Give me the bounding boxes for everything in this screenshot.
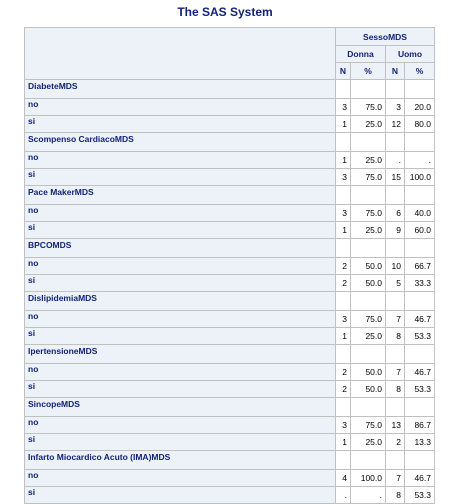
donna-pct-cell: 25.0 xyxy=(351,152,386,169)
donna-pct-cell: 25.0 xyxy=(351,116,386,133)
empty-cell xyxy=(351,80,386,99)
level-label: si xyxy=(25,434,336,451)
uomo-pct-cell: 53.3 xyxy=(405,487,435,504)
donna-n-cell: 1 xyxy=(336,222,351,239)
empty-cell xyxy=(405,133,435,152)
frequency-table xyxy=(24,27,435,504)
uomo-pct-cell: 80.0 xyxy=(405,116,435,133)
table-row xyxy=(25,152,435,169)
donna-pct-cell: 100.0 xyxy=(351,470,386,487)
empty-cell xyxy=(336,292,351,311)
empty-cell xyxy=(405,80,435,99)
level-label: no xyxy=(25,205,336,222)
uomo-n-cell: 6 xyxy=(386,205,405,222)
uomo-n-cell: 7 xyxy=(386,470,405,487)
empty-cell xyxy=(351,186,386,205)
donna-n-cell: 4 xyxy=(336,470,351,487)
donna-n-cell: 2 xyxy=(336,381,351,398)
uomo-n-cell: . xyxy=(386,152,405,169)
uomo-pct-cell: 53.3 xyxy=(405,381,435,398)
empty-cell xyxy=(351,451,386,470)
empty-cell xyxy=(336,133,351,152)
donna-n-cell: . xyxy=(336,487,351,504)
table-row xyxy=(25,470,435,487)
empty-cell xyxy=(405,398,435,417)
variable-row xyxy=(25,292,435,311)
variable-name: SincopeMDS xyxy=(25,398,336,417)
variable-row xyxy=(25,451,435,470)
donna-pct-cell: 25.0 xyxy=(351,434,386,451)
uomo-pct-cell: 60.0 xyxy=(405,222,435,239)
uomo-n-cell: 7 xyxy=(386,364,405,381)
variable-name: Pace MakerMDS xyxy=(25,186,336,205)
donna-n-cell: 3 xyxy=(336,311,351,328)
empty-cell xyxy=(351,345,386,364)
level-label: no xyxy=(25,470,336,487)
uomo-pct-cell: 46.7 xyxy=(405,364,435,381)
uomo-pct-cell: 46.7 xyxy=(405,470,435,487)
uomo-n-cell: 8 xyxy=(386,487,405,504)
donna-n-cell: 2 xyxy=(336,258,351,275)
table-row xyxy=(25,258,435,275)
level-label: no xyxy=(25,152,336,169)
uomo-pct-cell: . xyxy=(405,152,435,169)
table-row xyxy=(25,275,435,292)
level-label: si xyxy=(25,275,336,292)
empty-cell xyxy=(405,292,435,311)
empty-cell xyxy=(405,239,435,258)
level-label: si xyxy=(25,169,336,186)
empty-cell xyxy=(336,398,351,417)
variable-row xyxy=(25,186,435,205)
uomo-pct-cell: 20.0 xyxy=(405,99,435,116)
level-label: no xyxy=(25,258,336,275)
donna-n-cell: 1 xyxy=(336,116,351,133)
donna-pct-cell: 75.0 xyxy=(351,169,386,186)
donna-pct-cell: 25.0 xyxy=(351,222,386,239)
level-label: no xyxy=(25,364,336,381)
group-header: SessoMDS xyxy=(336,28,435,46)
level-label: si xyxy=(25,381,336,398)
header-row-group xyxy=(25,28,435,46)
donna-pct-cell: 75.0 xyxy=(351,417,386,434)
empty-cell xyxy=(351,239,386,258)
table-row xyxy=(25,328,435,345)
variable-name: BPCOMDS xyxy=(25,239,336,258)
empty-cell xyxy=(386,345,405,364)
uomo-pct-cell: 13.3 xyxy=(405,434,435,451)
variable-row xyxy=(25,80,435,99)
uomo-n-cell: 3 xyxy=(386,99,405,116)
uomo-pct-cell: 66.7 xyxy=(405,258,435,275)
donna-n-cell: 1 xyxy=(336,328,351,345)
empty-cell xyxy=(336,345,351,364)
uomo-n-cell: 8 xyxy=(386,328,405,345)
donna-n-cell: 2 xyxy=(336,364,351,381)
donna-n-cell: 3 xyxy=(336,99,351,116)
uomo-n-cell: 12 xyxy=(386,116,405,133)
donna-n-cell: 1 xyxy=(336,152,351,169)
empty-cell xyxy=(405,345,435,364)
uomo-n-cell: 8 xyxy=(386,381,405,398)
table-row xyxy=(25,434,435,451)
empty-cell xyxy=(386,451,405,470)
donna-n-cell: 3 xyxy=(336,205,351,222)
donna-pct-cell: 50.0 xyxy=(351,258,386,275)
empty-cell xyxy=(351,133,386,152)
donna-n-cell: 2 xyxy=(336,275,351,292)
empty-cell xyxy=(336,239,351,258)
empty-cell xyxy=(351,292,386,311)
level-label: si xyxy=(25,116,336,133)
empty-cell xyxy=(405,451,435,470)
table-row xyxy=(25,116,435,133)
level-label: no xyxy=(25,311,336,328)
variable-name: DislipidemiaMDS xyxy=(25,292,336,311)
uomo-n-cell: 2 xyxy=(386,434,405,451)
col-header-pct: % xyxy=(351,63,386,80)
empty-cell xyxy=(386,186,405,205)
col-header-donna: Donna xyxy=(336,46,386,63)
table-row xyxy=(25,205,435,222)
donna-pct-cell: . xyxy=(351,487,386,504)
col-header-pct: % xyxy=(405,63,435,80)
donna-pct-cell: 50.0 xyxy=(351,364,386,381)
uomo-n-cell: 5 xyxy=(386,275,405,292)
table-row xyxy=(25,417,435,434)
table-row xyxy=(25,222,435,239)
uomo-pct-cell: 40.0 xyxy=(405,205,435,222)
table-row xyxy=(25,311,435,328)
table-row xyxy=(25,487,435,504)
empty-cell xyxy=(336,451,351,470)
donna-pct-cell: 75.0 xyxy=(351,311,386,328)
table-row xyxy=(25,169,435,186)
variable-row xyxy=(25,239,435,258)
table-row xyxy=(25,381,435,398)
uomo-n-cell: 7 xyxy=(386,311,405,328)
empty-cell xyxy=(386,292,405,311)
table-row xyxy=(25,364,435,381)
col-header-uomo: Uomo xyxy=(386,46,435,63)
level-label: si xyxy=(25,222,336,239)
variable-name: Infarto Miocardico Acuto (IMA)MDS xyxy=(25,451,336,470)
empty-cell xyxy=(386,80,405,99)
empty-cell xyxy=(386,398,405,417)
uomo-n-cell: 13 xyxy=(386,417,405,434)
empty-cell xyxy=(336,80,351,99)
donna-n-cell: 3 xyxy=(336,169,351,186)
uomo-n-cell: 15 xyxy=(386,169,405,186)
donna-n-cell: 3 xyxy=(336,417,351,434)
variable-name: IpertensioneMDS xyxy=(25,345,336,364)
uomo-n-cell: 10 xyxy=(386,258,405,275)
table-row xyxy=(25,99,435,116)
empty-cell xyxy=(405,186,435,205)
level-label: no xyxy=(25,99,336,116)
uomo-pct-cell: 33.3 xyxy=(405,275,435,292)
donna-pct-cell: 50.0 xyxy=(351,275,386,292)
variable-row xyxy=(25,345,435,364)
donna-pct-cell: 50.0 xyxy=(351,381,386,398)
donna-n-cell: 1 xyxy=(336,434,351,451)
uomo-pct-cell: 86.7 xyxy=(405,417,435,434)
table-body xyxy=(25,28,435,504)
col-header-n: N xyxy=(386,63,405,80)
report-title: The SAS System xyxy=(177,5,273,19)
empty-cell xyxy=(351,398,386,417)
donna-pct-cell: 25.0 xyxy=(351,328,386,345)
variable-row xyxy=(25,133,435,152)
uomo-pct-cell: 46.7 xyxy=(405,311,435,328)
uomo-pct-cell: 100.0 xyxy=(405,169,435,186)
variable-name: Scompenso CardiacoMDS xyxy=(25,133,336,152)
level-label: no xyxy=(25,417,336,434)
level-label: si xyxy=(25,328,336,345)
level-label: si xyxy=(25,487,336,504)
col-header-n: N xyxy=(336,63,351,80)
stub-header-cell xyxy=(25,28,336,80)
uomo-pct-cell: 53.3 xyxy=(405,328,435,345)
empty-cell xyxy=(386,133,405,152)
variable-name: DiabeteMDS xyxy=(25,80,336,99)
uomo-n-cell: 9 xyxy=(386,222,405,239)
variable-row xyxy=(25,398,435,417)
empty-cell xyxy=(386,239,405,258)
empty-cell xyxy=(336,186,351,205)
donna-pct-cell: 75.0 xyxy=(351,205,386,222)
donna-pct-cell: 75.0 xyxy=(351,99,386,116)
